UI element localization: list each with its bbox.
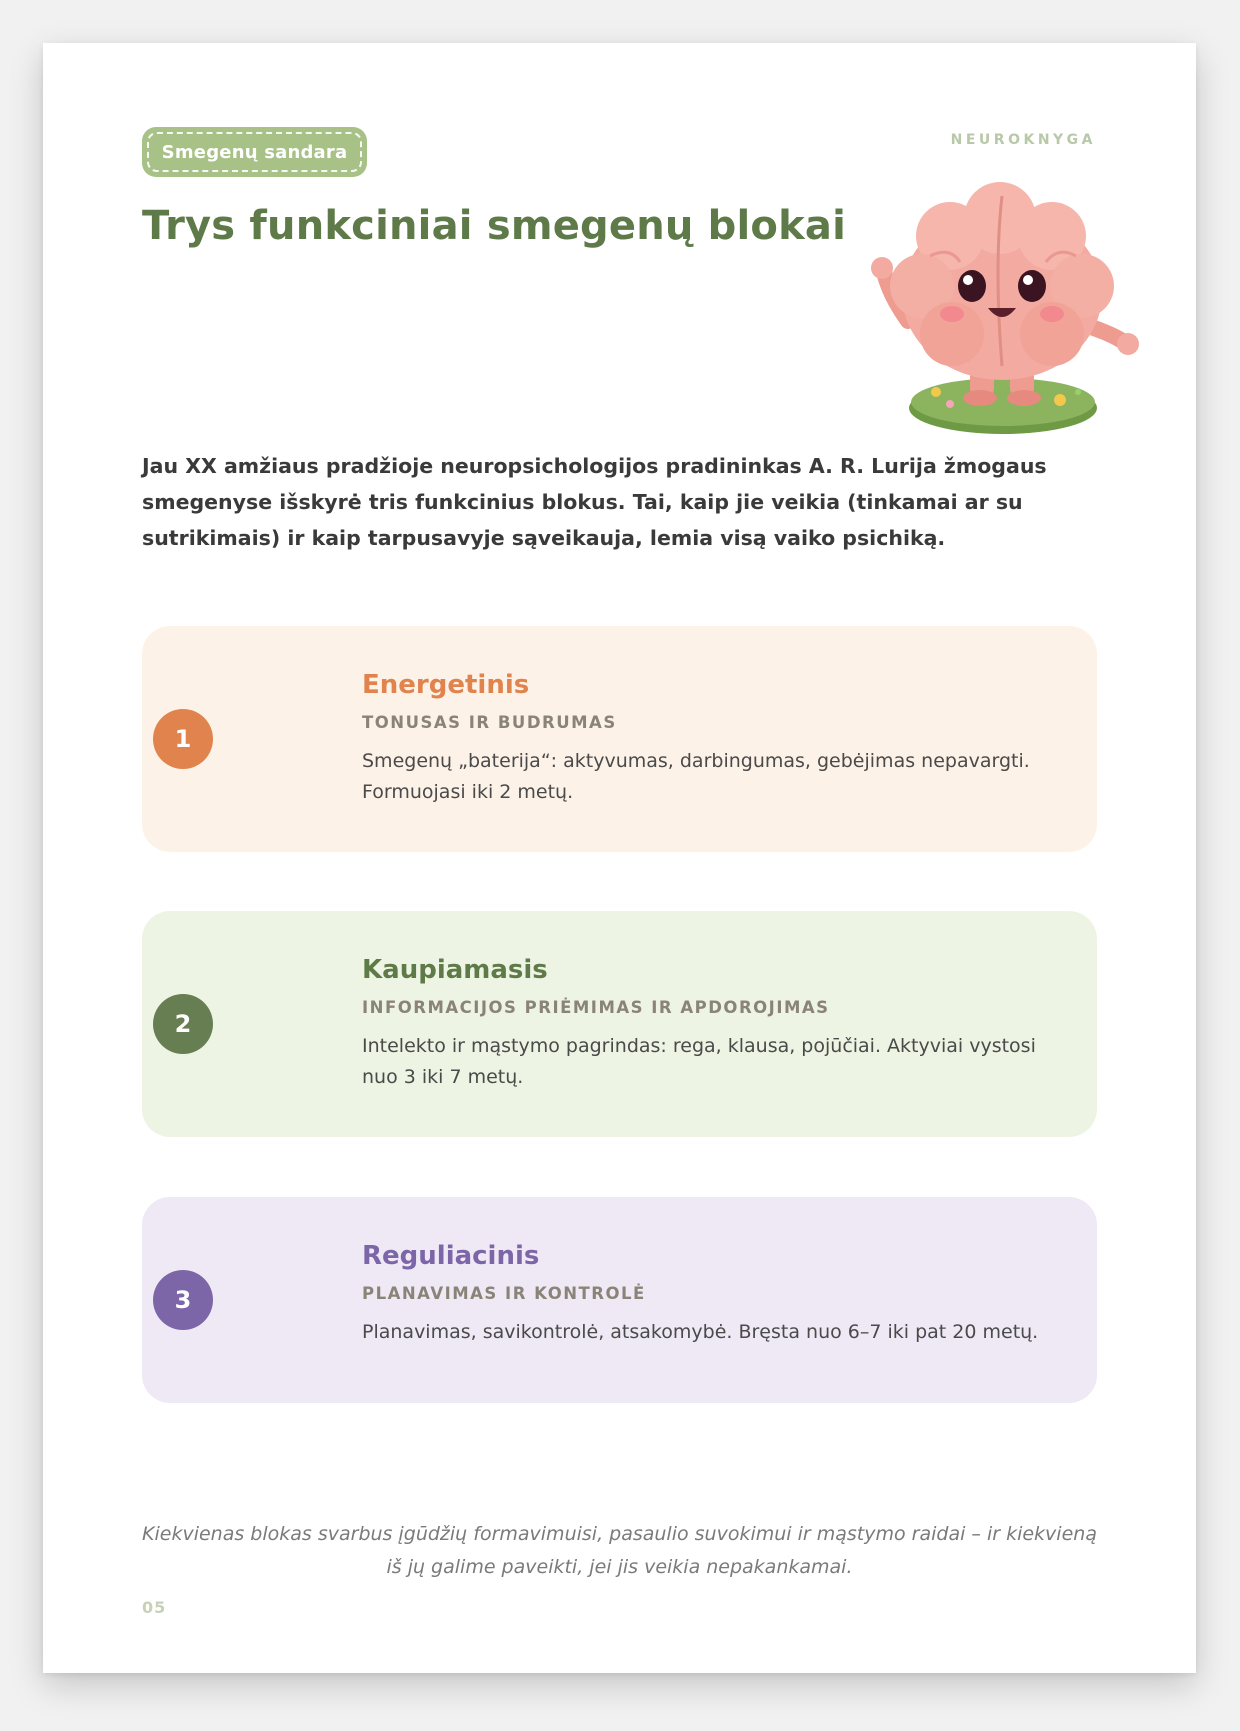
block-title: Reguliacinis: [362, 1241, 540, 1271]
block-subtitle: PLANAVIMAS IR KONTROLĖ: [362, 1284, 646, 1303]
footnote: Kiekvienas blokas svarbus įgūdžių formavimuisi, pasaulio suvokimui ir mąstymo raidai – ir kiekvieną iš jų galime paveikti, jei jis veikia nepakankamai.: [142, 1523, 1097, 1578]
section-tag-label: Smegenų sandara: [161, 141, 348, 163]
block-title: Energetinis: [362, 670, 530, 700]
block-description: Planavimas, savikontrolė, atsakomybė. Bręsta nuo 6–7 iki pat 20 metų.: [362, 1321, 1039, 1343]
block-kaupiamasis: [142, 911, 1097, 1137]
page-number: 05: [142, 1598, 167, 1617]
book-page: [43, 43, 1196, 1673]
block-subtitle: TONUSAS IR BUDRUMAS: [362, 713, 617, 732]
block-description: Smegenų „baterija“: aktyvumas, darbingumas, gebėjimas nepavargti. Formuojasi iki 2 metų.: [362, 750, 1030, 803]
block-reguliacinis: [142, 1197, 1097, 1403]
block-energetinis: [142, 626, 1097, 852]
block-number-badge: 3: [153, 1270, 213, 1330]
brand-label: NEUROKNYGA: [950, 132, 1096, 148]
block-number-badge: 1: [153, 709, 213, 769]
block-text: [362, 668, 1062, 808]
section-tag: [142, 127, 367, 177]
intro-paragraph: Jau XX amžiaus pradžioje neuropsichologijos pradininkas A. R. Lurija žmogaus smegenyse išskyrė tris funkcinius blokus. Tai, kaip jie veikia (tinkamai ar su sutrikimais) ir kaip tarpusavyje sąveikauja, lemia visą vaiko psichiką.: [142, 454, 1047, 550]
block-number-badge: 2: [153, 994, 213, 1054]
block-text: [362, 953, 1062, 1093]
block-title: Kaupiamasis: [362, 955, 548, 985]
block-description: Intelekto ir mąstymo pagrindas: rega, klausa, pojūčiai. Aktyviai vystosi nuo 3 iki 7 metų.: [362, 1035, 1036, 1088]
brain-mascot-icon: [860, 166, 1150, 444]
block-subtitle: INFORMACIJOS PRIĖMIMAS IR APDOROJIMAS: [362, 998, 830, 1017]
block-text: [362, 1239, 1062, 1348]
page-title: Trys funkciniai smegenų blokai: [142, 203, 847, 249]
